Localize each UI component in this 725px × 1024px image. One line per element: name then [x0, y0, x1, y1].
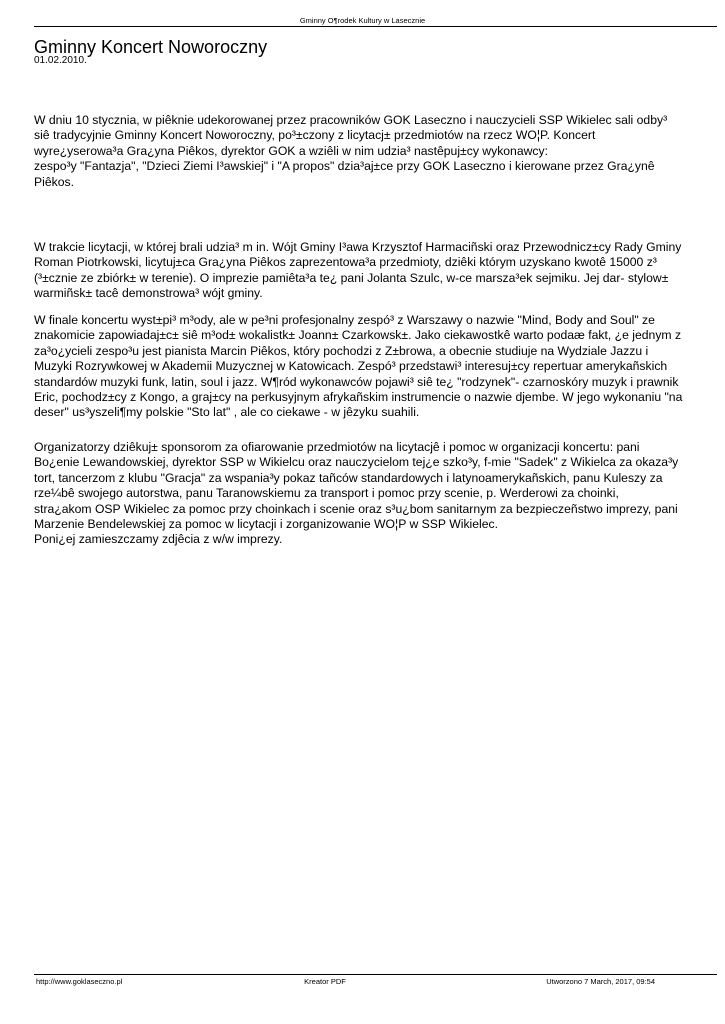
footer-created-timestamp: Utworzono 7 March, 2017, 09:54: [546, 977, 655, 986]
article-paragraph-auction: W trakcie licytacji, w której brali udzia³ m in. Wójt Gminy I³awa Krzysztof Harmaciñski oraz Przewodnicz±cy Rady Gminy Roman Piotrkowski, licytuj±ca Gra¿yna Piêkos zaprezentowa³a przedmioty, dziêki którym uzyskano kwotê 15000 z³ (³±cznie ze zbiórk± w terenie). O imprezie pamiêta³a te¿ pani Jolanta Szulc, w-ce marsza³ek sejmiku. Jej dar- stylow± warmiñsk± tacê demonstrowa³ wójt gminy.: [34, 240, 682, 301]
footer-divider: [34, 974, 717, 975]
footer-url-link[interactable]: http://www.goklaseczno.pl: [36, 977, 123, 986]
article-title: Gminny Koncert Noworoczny: [34, 37, 268, 57]
header-divider: [34, 26, 717, 27]
footer-generator: Kreator PDF: [304, 977, 346, 986]
article-paragraph-intro: W dniu 10 stycznia, w piêknie udekorowanej przez pracowników GOK Laseczno i nauczycieli SSP Wikielec sali odby³ siê tradycyjnie Gminny Koncert Noworoczny, po³±czony z licytacj± przedmiotów na rzecz WO¦P. Koncert wyre¿yserowa³a Gra¿yna Piêkos, dyrektor GOK a wziêli w nim udzia³ nastêpuj±cy wykonawcy: zespo³y "Fantazja", "Dzieci Ziemi I³awskiej" i "A propos" dzia³aj±ce przy GOK Laseczno i kierowane przez Gra¿ynê Piêkos.: [34, 113, 668, 189]
article-date: 01.02.2010.: [34, 55, 87, 66]
article-paragraph-thanks: Organizatorzy dziêkuj± sponsorom za ofiarowanie przedmiotów na licytacjê i pomoc w organizacji koncertu: pani Bo¿enie Lewandowskiej, dyrektor SSP w Wikielcu oraz nauczycielom tej¿e szko³y, f-mie "Sadek" z Wikielca za okaza³y tort, tancerzom z klubu "Gracja" za wspania³y pokaz tañców standardowych i latynoamerykañskich, panu Kuleszy za rze¼bê swojego autorstwa, panu Taranowskiemu za transport i pomoc przy scenie, p. Werderowi za choinki, stra¿akom OSP Wikielec za pomoc przy choinkach i scenie oraz s³u¿bom sanitarnym za bezpieczeñstwo imprezy, pani Marzenie Bendelewskiej za pomoc w licytacji i zorganizowanie WO¦P w SSP Wikielec. Poni¿ej zamieszczamy zdjêcia z w/w imprezy.: [34, 440, 679, 547]
page-header-site-name: Gminny O¶rodek Kultury w Lasecznie: [299, 16, 426, 25]
article-paragraph-finale: W finale koncertu wyst±pi³ m³ody, ale w pe³ni profesjonalny zespó³ z Warszawy o nazwie "Mind, Body and Soul" ze znakomicie zapowiadaj±c± siê m³od± wokalistk± Joann± Czarkowsk±. Jako ciekawostkê warto podaæ fakt, ¿e jednym z za³o¿ycieli zespo³u jest pianista Marcin Piêkos, który pochodzi z Z±browa, a obecnie studiuje na Wydziale Jazzu i Muzyki Rozrywkowej w Akademii Muzycznej w Katowicach. Zespó³ przedstawi³ interesuj±cy repertuar amerykañskich standardów muzyki funk, latin, soul i jazz. W¶ród wykonawców pojawi³ siê te¿ "rodzynek"- czarnoskóry muzyk i prawnik Eric, pochodz±cy z Kongo, a graj±cy na perkusyjnym afrykañskim instrumencie o nazwie djembe. W jego wykonaniu "na deser" us³yszeli¶my polskie "Sto lat" , ale co ciekawe - w jêzyku suahili.: [34, 313, 683, 420]
